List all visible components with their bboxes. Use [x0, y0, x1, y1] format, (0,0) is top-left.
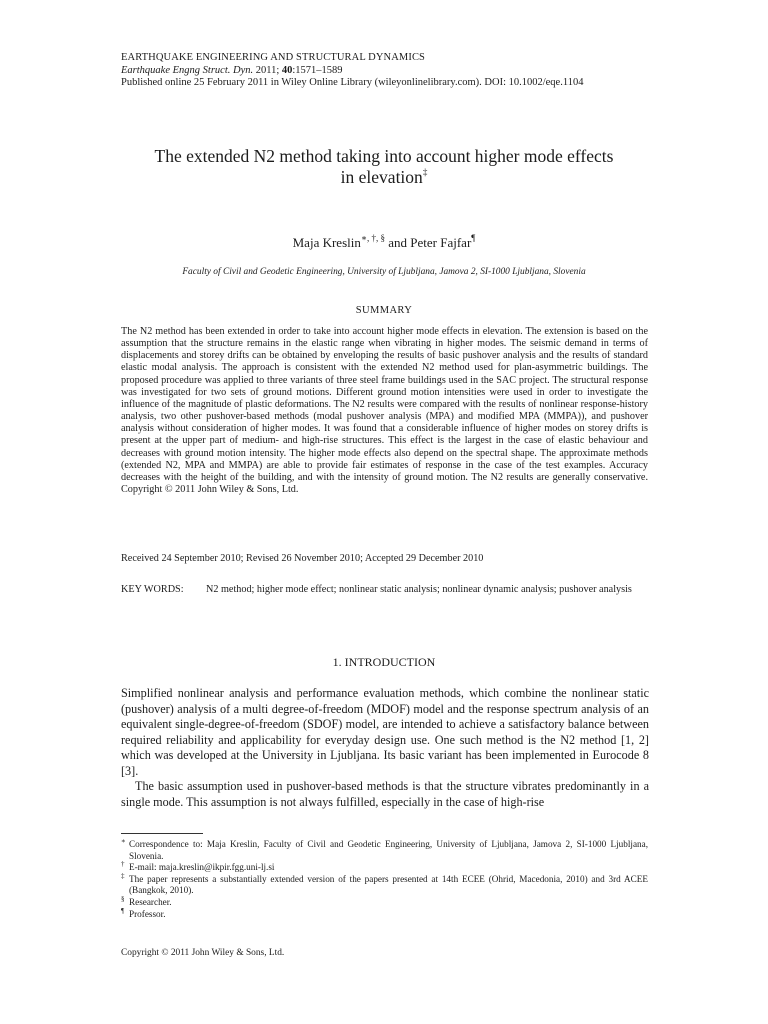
author-conjunction: and — [384, 235, 411, 250]
citation-year: 2011; — [253, 65, 282, 76]
keywords-label: KEY WORDS: — [121, 584, 184, 595]
title-footnote-mark: ‡ — [422, 167, 428, 178]
publication-info: Published online 25 February 2011 in Wiley Online Library (wileyonlinelibrary.com). DOI: 10.1002/eqe.1104 — [121, 77, 584, 88]
introduction-body — [121, 686, 649, 810]
author-footnote-marks: ∗, †, § — [360, 232, 385, 243]
journal-name: EARTHQUAKE ENGINEERING AND STRUCTURAL DYNAMICS — [121, 52, 425, 63]
author-footnote-marks: ¶ — [471, 232, 476, 243]
title-line-2-text: in elevation — [340, 167, 423, 187]
article-title — [80, 146, 688, 188]
copyright-notice: Copyright © 2011 John Wiley & Sons, Ltd. — [121, 948, 285, 958]
footnote — [121, 906, 648, 921]
author-name: Maja Kreslin — [292, 235, 361, 250]
footnote-mark: ∗ — [121, 837, 126, 845]
summary-text: The N2 method has been extended in order to take into account higher mode effects in elevation. The extension is based on the assumption that the structure remains in the elastic range when vibrating in higher modes. The seismic demand in terms of displacements and storey drifts can be obtained by enveloping the results of basic pushover analysis and the results of standard elastic modal analysis. The approach is consistent with the extended N2 method used for plan-asymmetric buildings. The proposed procedure was applied to three variants of three steel frame buildings used in the SAC project. The structural response was investigated for two sets of ground motions. Different ground motion intensities were used in order to investigate the influence of the magnitude of plastic deformations. The N2 results were compared with the results of nonlinear response-history analysis, two other pushover-based methods (modal pushover analysis (MPA) and modified MPA (MMPA)), and pushover analysis without consideration of higher modes. It was found that a considerable influence of higher modes on storey drifts is present at the upper part of medium- and high-rise structures. This effect is the largest in the case of elastic behaviour and decreases with ground motion intensity. The higher mode effects also depend on the spectral shape. The approximate methods (extended N2, MPA and MMPA) are able to provide fair estimates of response in the case of the test examples. Accuracy decreases with the height of the building, and with the intensity of ground motion. The N2 results are generally conservative. Copyright © 2011 John Wiley & Sons, Ltd. — [121, 326, 648, 496]
footnote — [121, 894, 648, 909]
footnote-text: The paper represents a substantially extended version of the papers presented at 14th ECEE (Ohrid, Macedonia, 2010) and 3rd ACEE (Bangkok, 2010). — [129, 873, 648, 896]
section-heading: 1. INTRODUCTION — [332, 655, 436, 669]
footnote-mark: ‡ — [121, 871, 125, 880]
keywords-text: N2 method; higher mode effect; nonlinear static analysis; nonlinear dynamic analysis; pushover analysis — [206, 584, 632, 595]
received-dates: Received 24 September 2010; Revised 26 November 2010; Accepted 29 December 2010 — [121, 553, 484, 564]
author-list — [80, 232, 688, 251]
journal-citation — [121, 65, 343, 77]
footnote-text: E-mail: maja.kreslin@ikpir.fgg.uni-lj.si — [129, 862, 275, 873]
summary-heading: SUMMARY — [355, 305, 413, 316]
title-line-1: The extended N2 method taking into account higher mode effects — [154, 146, 614, 166]
footnote-text: Professor. — [129, 908, 166, 919]
footnote-text: Correspondence to: Maja Kreslin, Faculty of Civil and Geodetic Engineering, University of Ljubljana, Jamova 2, SI-1000 Ljubljana, Slovenia. — [129, 839, 648, 861]
footnote — [121, 862, 648, 874]
footnote-mark: † — [121, 860, 125, 869]
title-line-2 — [80, 167, 688, 188]
citation-volume: 40 — [281, 65, 293, 76]
footnotes — [121, 839, 648, 920]
footnote-mark: ¶ — [121, 906, 125, 915]
author-name: Peter Fajfar — [410, 235, 472, 250]
author-affiliation: Faculty of Civil and Geodetic Engineering, University of Ljubljana, Jamova 2, SI-1000 Ljubljana, Slovenia — [182, 267, 586, 277]
citation-journal: Earthquake Engng Struct. Dyn. — [121, 65, 254, 76]
footnote-text: Researcher. — [129, 896, 172, 907]
footnote — [121, 839, 648, 862]
paragraph: The basic assumption used in pushover-based methods is that the structure vibrates predominantly in a single mode. This assumption is not always fulfilled, especially in the case of high-rise — [121, 779, 649, 809]
paragraph: Simplified nonlinear analysis and performance evaluation methods, which combine the nonlinear static (pushover) analysis of a multi degree-of-freedom (MDOF) model and the response spectrum analysis of an equivalent single-degree-of-freedom (SDOF) model, are intended to achieve a satisfactory balance between required reliability and applicability for everyday design use. One such method is the N2 method [1, 2] which was developed at the University in Ljubljana. Its basic variant has been implemented in Eurocode 8 [3]. — [121, 686, 649, 778]
footnote — [121, 871, 648, 897]
footnote-mark: § — [121, 894, 125, 903]
citation-pages: :1571–1589 — [292, 65, 343, 76]
footnote-divider — [121, 833, 203, 834]
